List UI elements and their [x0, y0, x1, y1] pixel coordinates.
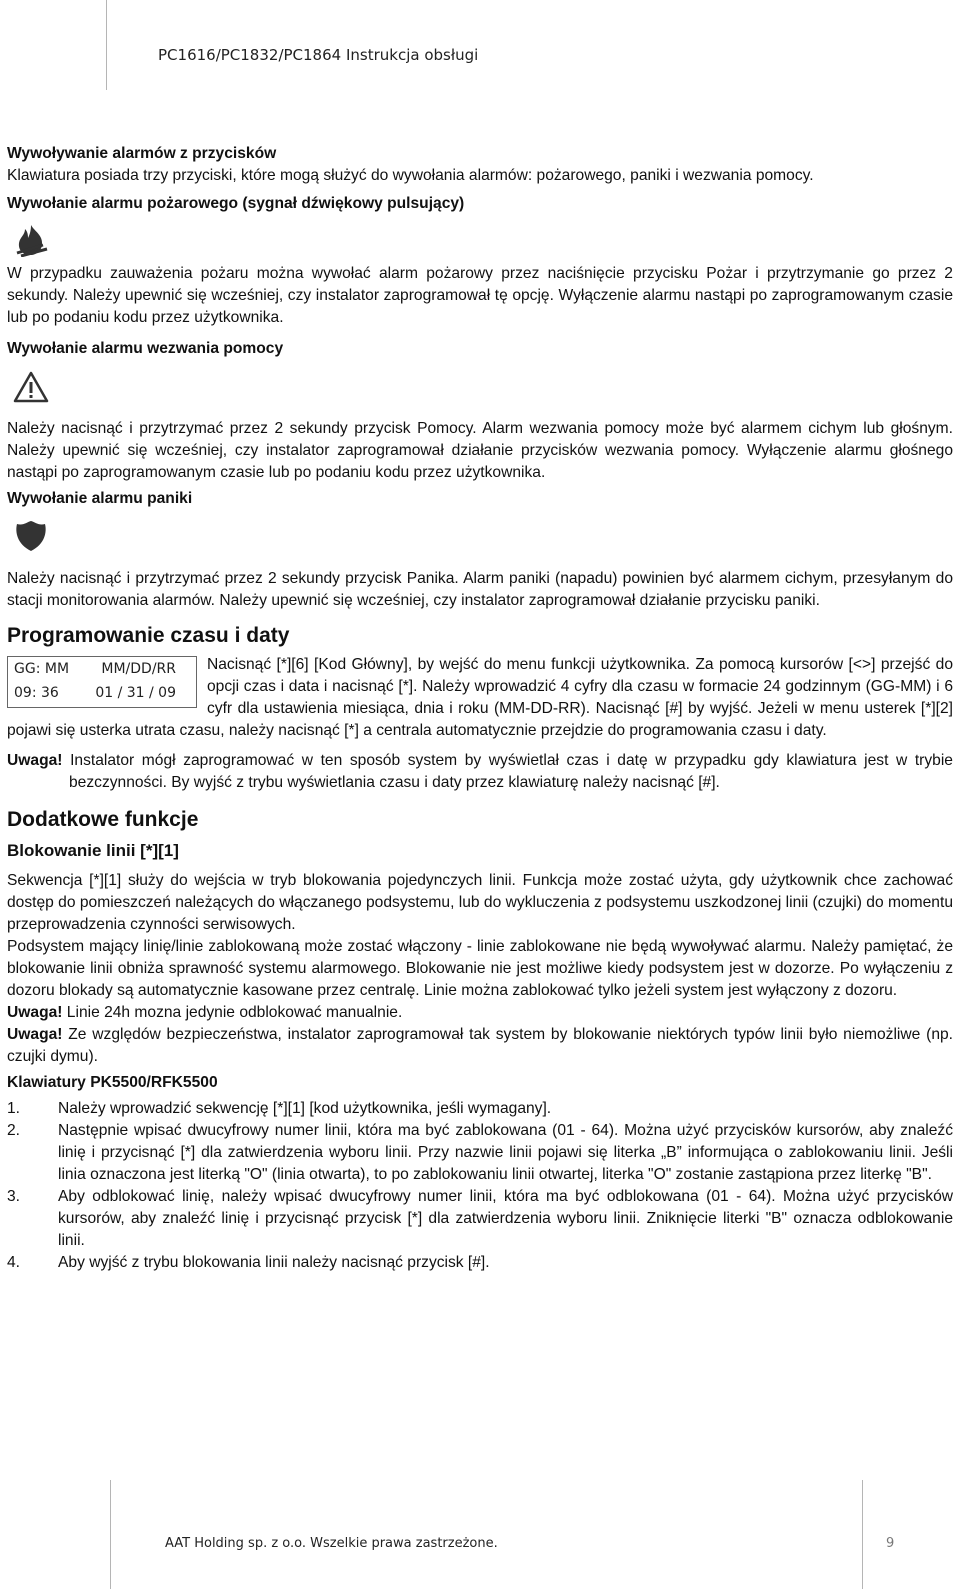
- step-text: Następnie wpisać dwucyfrowy numer linii, która ma być zablokowana (01 - 64). Można użyć przycisków kursorów, aby znaleźć linię i przycisnąć [*] dla zatwierdzenia wyboru linii. Przy nazwie linii pojawi się literka „B” informująca o zablokowaniu linii. Jeśli linia oznaczona jest literką "O" (linia otwarta), to po zablokowaniu linii otwartej, literka "O" zostanie zastąpiona przez literkę "B".: [58, 1122, 953, 1183]
- shield-icon: [13, 512, 953, 560]
- help-alarm-text: Należy nacisnąć i przytrzymać przez 2 sekundy przycisk Pomocy. Alarm wezwania pomocy może być alarmem cichym lub głośnym. Należy upewnić się wcześniej, czy instalator zaprogramował działanie przycisków wezwania pomocy. Wyłączenie alarmu głośnego nastąpi po zaprogramowanym czasie lub po podaniu kodu przez użytkownika.: [7, 420, 953, 481]
- line-bypass-p1: Sekwencja [*][1] służy do wejścia w tryb blokowania pojedynczych linii. Funkcja może zostać użyta, gdy użytkownik chce zachować dostęp do pomieszczeń należących do włączanego podsystemu, lub do wykluczenia z podsystemu uszkodzonej linii (czujki) do momentu przeprowadzenia czynności serwisowych.: [7, 872, 953, 933]
- page-header-title: PC1616/PC1832/PC1864 Instrukcja obsługi: [158, 46, 479, 64]
- footer-company: AAT Holding sp. z o.o. Wszelkie prawa zastrzeżone.: [165, 1536, 498, 1551]
- step-text: Należy wprowadzić sekwencję [*][1] [kod użytkownika, jeśli wymagany].: [58, 1100, 552, 1117]
- bypass-steps-list: [7, 1098, 953, 1274]
- lcd-display: [7, 656, 197, 708]
- fire-alarm-heading: Wywołanie alarmu pożarowego (sygnał dźwiękowy pulsujący): [7, 195, 465, 212]
- header-divider: [106, 0, 107, 90]
- list-item: [7, 1252, 953, 1274]
- note2-label: Uwaga!: [7, 1026, 63, 1043]
- time-note-text: Instalator mógł zaprogramować w ten sposób system by wyświetlał czas i datę w przypadku gdy klawiatura jest w trybie bezczynności. By wyjść z trybu wyświetlania czasu i daty przez klawiaturę należy nacisnąć [#].: [62, 752, 953, 791]
- keypads-heading: Klawiatury PK5500/RFK5500: [7, 1074, 218, 1091]
- list-item: [7, 1098, 953, 1120]
- list-item: [7, 1186, 953, 1252]
- lcd-row2-left: 09: 36: [14, 685, 59, 701]
- note1-text: Linie 24h mozna jedynie odblokować manualnie.: [62, 1004, 403, 1021]
- time-note-label: Uwaga!: [7, 752, 63, 769]
- section-heading-extra: Dodatkowe funkcje: [7, 808, 199, 831]
- lcd-row2-right: 01 / 31 / 09: [95, 685, 176, 701]
- line-bypass-p2: Podsystem mający linię/linie zablokowaną może zostać włączony - linie zablokowane nie będą wywoływać alarmu. Należy pamiętać, że blokowanie linii obniża sprawność systemu alarmowego. Blokowanie nie jest możliwe kiedy podsystem jest w dozorze. Po wyłączeniu z dozoru blokady są automatycznie kasowane przez centralę. Linie można zablokować tylko jeżeli system jest wyłączony z dozoru.: [7, 938, 953, 999]
- help-alarm-heading: Wywołanie alarmu wezwania pomocy: [7, 340, 284, 357]
- footer-divider-left: [110, 1480, 111, 1589]
- fire-icon: [13, 217, 953, 263]
- step-text: Aby odblokować linię, należy wpisać dwucyfrowy numer linii, która ma być odblokowana (01 - 64). Można użyć przycisków kursorów, aby znaleźć linię i przycisnąć przycisk [*] dla zatwierdzenia wyboru linii. Zniknięcie literki "B" oznacza odblokowanie linii.: [58, 1188, 953, 1249]
- alarm-buttons-intro: Klawiatura posiada trzy przyciski, które mogą służyć do wywołania alarmów: pożarowego, paniki i wezwania pomocy.: [7, 167, 814, 184]
- panic-alarm-text: Należy nacisnąć i przytrzymać przez 2 sekundy przycisk Panika. Alarm paniki (napadu) powinien być alarmem cichym, przesyłanym do stacji monitorowania alarmów. Należy upewnić się wcześniej, czy instalator zaprogramował działanie przycisku paniki.: [7, 570, 953, 609]
- footer-divider-right: [862, 1480, 863, 1589]
- step-number: 2.: [7, 1122, 21, 1139]
- lcd-row1-left: GG: MM: [14, 661, 70, 677]
- step-number: 4.: [7, 1254, 21, 1271]
- section-heading-alarm-buttons: Wywoływanie alarmów z przycisków: [7, 145, 277, 162]
- section-heading-time: Programowanie czasu i daty: [7, 624, 290, 647]
- page-number: 9: [886, 1536, 895, 1551]
- list-item: [7, 1120, 953, 1186]
- note1-label: Uwaga!: [7, 1004, 63, 1021]
- subheading-line-bypass: Blokowanie linii [*][1]: [7, 841, 179, 860]
- document-body: [7, 143, 953, 1274]
- note2-text: Ze względów bezpieczeństwa, instalator zaprogramował tak system by blokowanie niektórych typów linii było niemożliwe (np. czujki dymu).: [7, 1026, 953, 1065]
- step-number: 3.: [7, 1188, 21, 1205]
- time-note: [7, 750, 953, 794]
- step-text: Aby wyjść z trybu blokowania linii należy nacisnąć przycisk [#].: [58, 1254, 490, 1271]
- panic-alarm-heading: Wywołanie alarmu paniki: [7, 490, 193, 507]
- fire-alarm-text: W przypadku zauważenia pożaru można wywołać alarm pożarowy przez naciśnięcie przycisku Pożar i przytrzymanie go przez 2 sekundy. Należy upewnić się wcześniej, czy instalator zaprogramował tę opcję. Wyłączenie alarmu nastąpi po zaprogramowanym czasie lub po podaniu kodu przez użytkownika.: [7, 265, 953, 326]
- time-programming-text: Nacisnąć [*][6] [Kod Główny], by wejść do menu funkcji użytkownika. Za pomocą kursorów [<>] przejść do opcji czas i data i nacisnąć [*]. Należy wprowadzić 4 cyfry dla czasu w formacie 24 godzinnym (GG-MM) i 6 cyfr dla ustawienia miesiąca, dnia i roku (MM-DD-RR). Nacisnąć [#] by wyjść. Jeżeli w menu usterek [*][2] pojawi się usterka utrata czasu, należy nacisnąć [*] a centrala automatycznie przejdzie do programowania czasu i daty.: [7, 656, 953, 739]
- warning-triangle-icon: [13, 362, 953, 412]
- step-number: 1.: [7, 1100, 21, 1117]
- lcd-row1-right: MM/DD/RR: [101, 661, 176, 677]
